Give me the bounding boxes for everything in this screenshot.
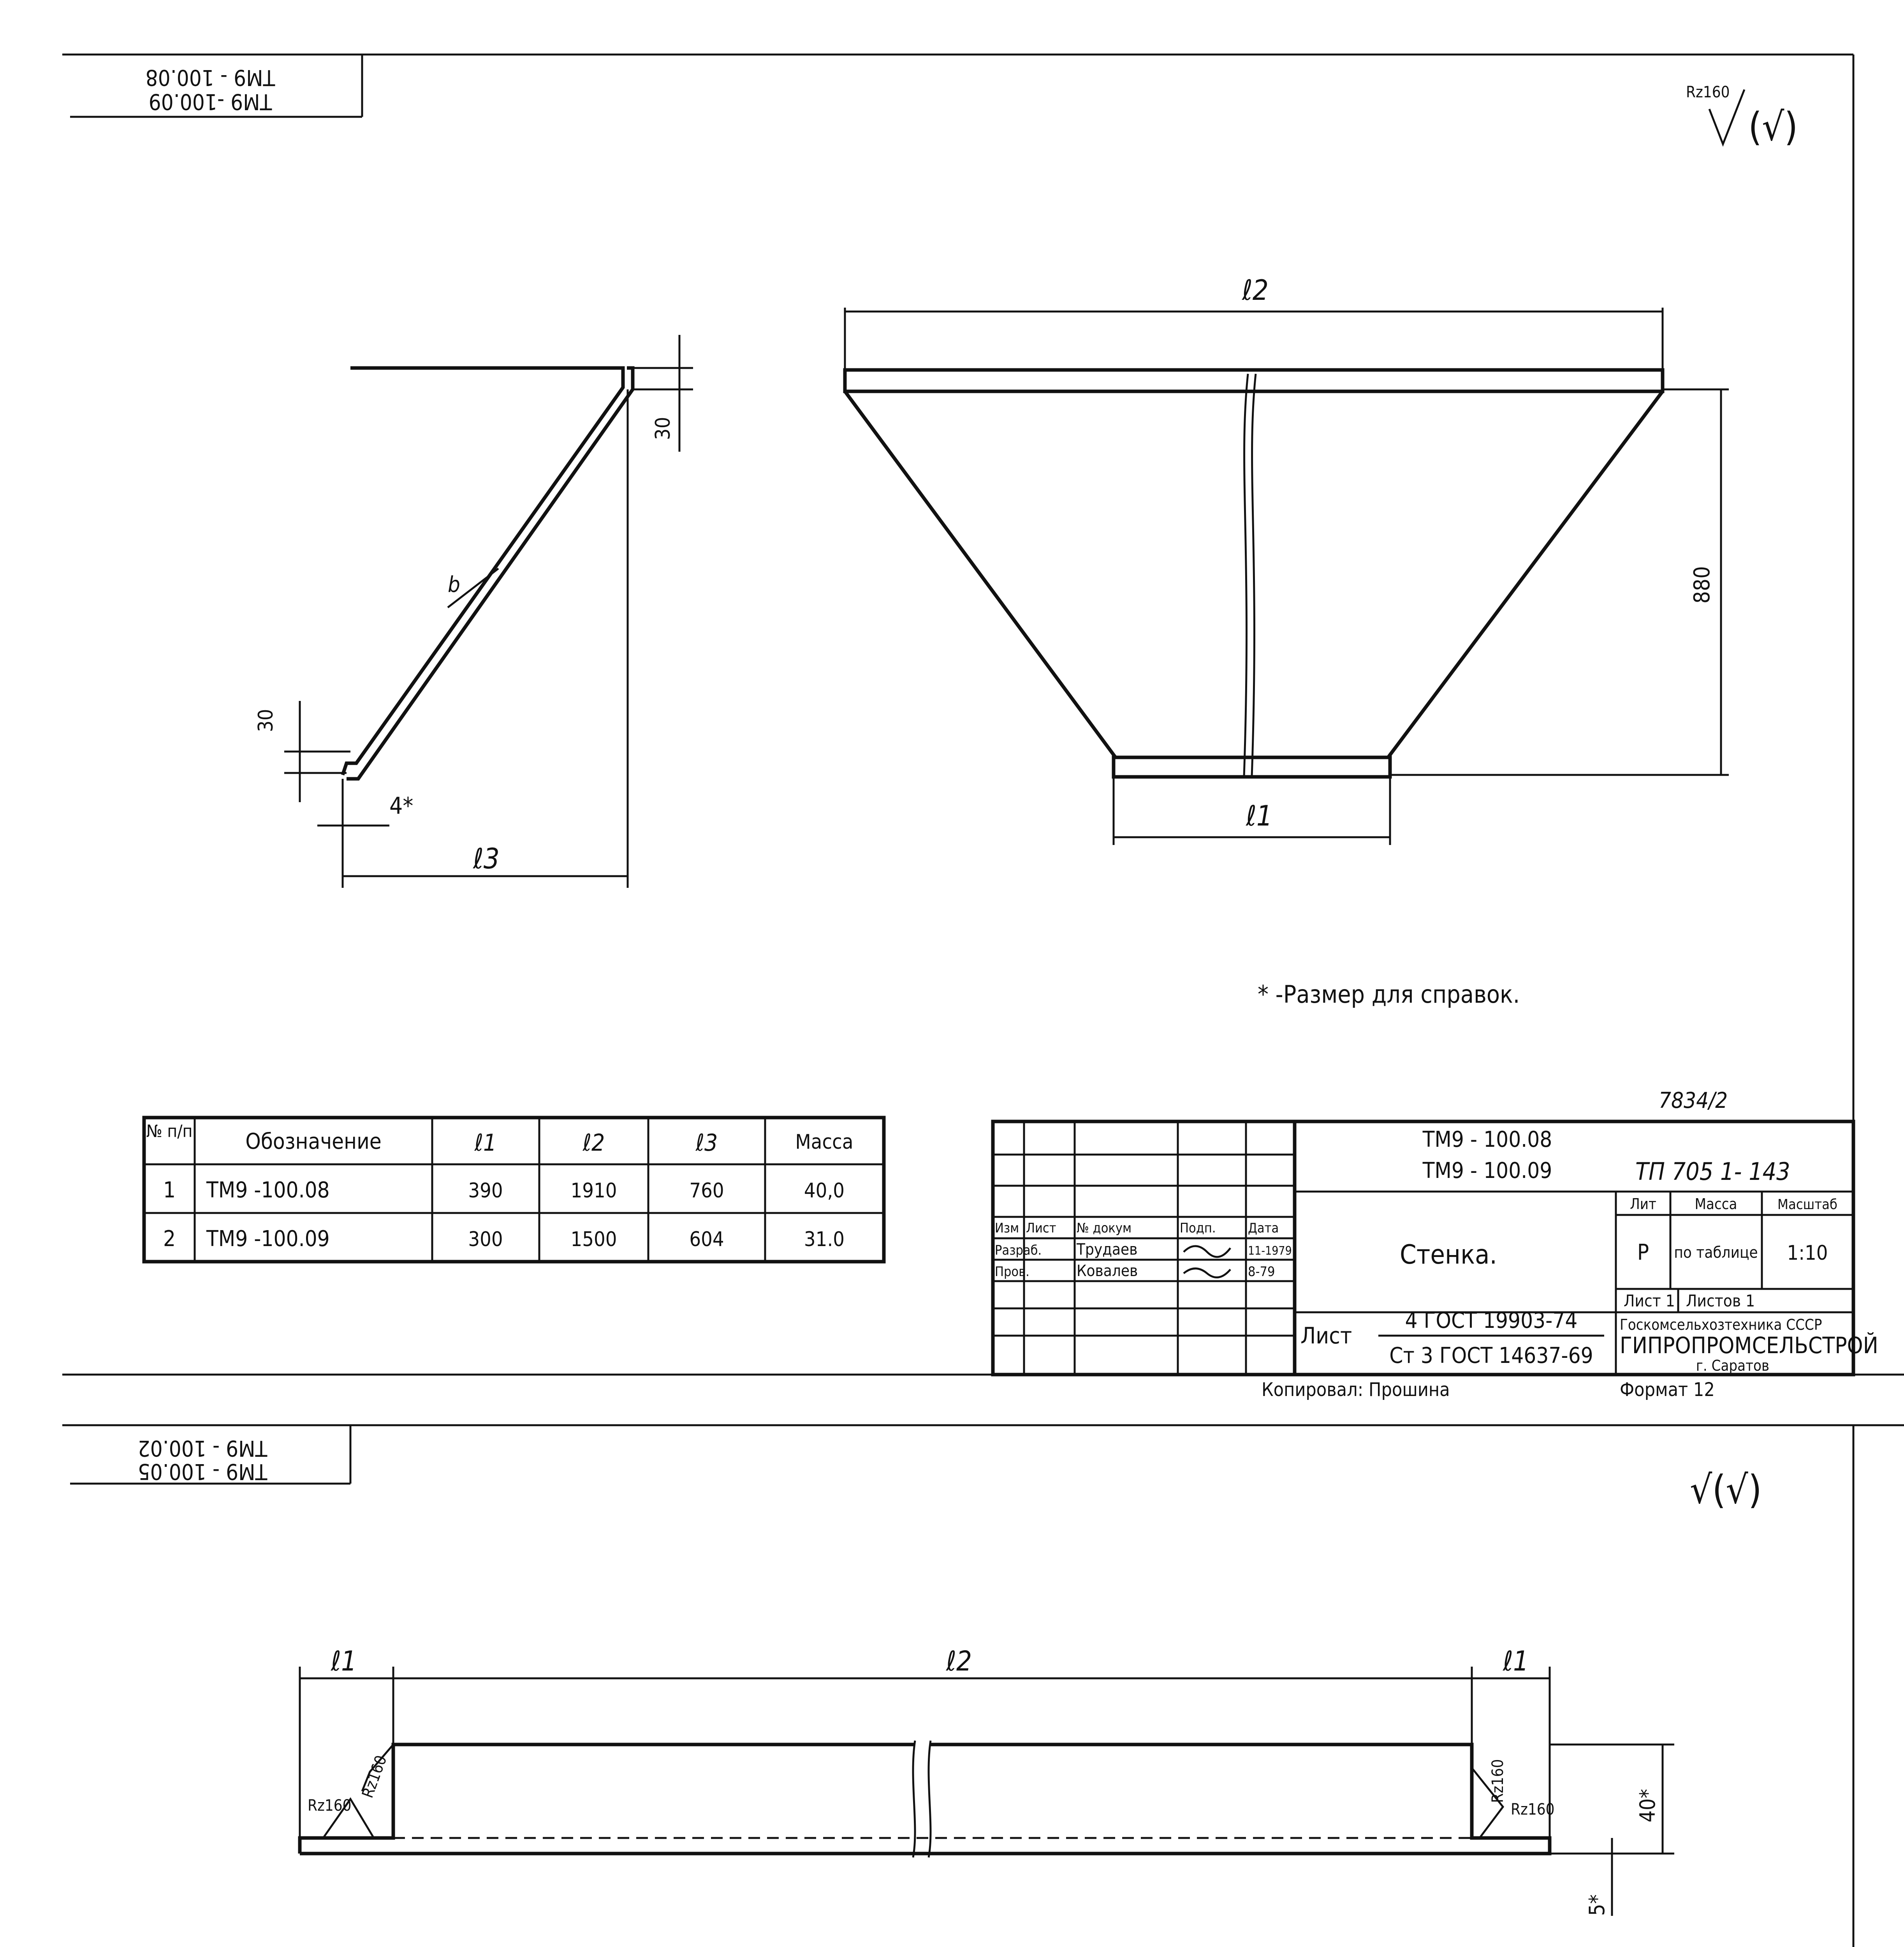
drawing-name: Стенка. bbox=[1400, 1239, 1497, 1270]
sheet-number: Лист 1 bbox=[1624, 1291, 1675, 1310]
sheet-1 bbox=[62, 55, 1878, 1401]
role-cell: Ковалев bbox=[1077, 1262, 1138, 1280]
dim-l1: ℓ1 bbox=[1246, 799, 1272, 832]
spec-table bbox=[144, 1118, 884, 1262]
roughness-mark bbox=[1686, 83, 1798, 150]
cell: 31.0 bbox=[804, 1228, 845, 1251]
dim-l2: ℓ2 bbox=[946, 1645, 972, 1677]
title-block bbox=[993, 1088, 1878, 1401]
material-prefix: Лист bbox=[1300, 1322, 1352, 1349]
cell: 1500 bbox=[570, 1228, 617, 1251]
org-line-3: г. Саратов bbox=[1696, 1357, 1770, 1374]
table-row bbox=[163, 1178, 845, 1203]
cell: 760 bbox=[689, 1179, 724, 1202]
cell: ТМ9 -100.08 bbox=[206, 1178, 330, 1203]
dim-l3: ℓ3 bbox=[473, 842, 500, 875]
corner-stamp-line-1: ТМ9 - 100.05 bbox=[137, 1459, 267, 1484]
corner-stamp-line-2: ТМ9 - 100.02 bbox=[137, 1435, 267, 1461]
role-cell: 11-1979 bbox=[1248, 1244, 1292, 1258]
cell: 300 bbox=[468, 1228, 503, 1251]
corner-stamp-line-2: ТМ9 - 100.08 bbox=[145, 65, 275, 90]
col-l3: ℓ3 bbox=[695, 1129, 718, 1157]
role-cell: Трудаев bbox=[1077, 1241, 1138, 1259]
dim-l1-right: ℓ1 bbox=[1503, 1645, 1529, 1677]
material-bottom: Ст 3 ГОСТ 14637-69 bbox=[1389, 1343, 1593, 1368]
cell: ТМ9 -100.09 bbox=[206, 1226, 330, 1252]
cell: 390 bbox=[468, 1179, 503, 1202]
signature bbox=[1184, 1246, 1230, 1257]
col-designation: Обозначение bbox=[245, 1129, 382, 1154]
role-cell: Дата bbox=[1248, 1220, 1279, 1236]
role-cell: № докум bbox=[1077, 1220, 1132, 1236]
copied-by: Копировал: Прошина bbox=[1262, 1379, 1450, 1401]
inventory-number: 7834/2 bbox=[1659, 1088, 1728, 1113]
dim-l1-left: ℓ1 bbox=[331, 1645, 357, 1677]
cell: 1910 bbox=[570, 1179, 617, 1202]
col-num: № п/п bbox=[146, 1121, 193, 1141]
col-mass: Масса bbox=[795, 1130, 853, 1154]
org-line-1: Госкомсельхозтехника СССР bbox=[1620, 1316, 1822, 1333]
dim-880: 880 bbox=[1689, 566, 1715, 604]
roughness-rz: Rz160 bbox=[1686, 83, 1730, 101]
rz-right-bottom: Rz160 bbox=[1511, 1801, 1555, 1818]
scale-header: Масштаб bbox=[1777, 1197, 1837, 1213]
role-cell: Лист bbox=[1026, 1220, 1056, 1236]
material-top: 4 ГОСТ 19903-74 bbox=[1405, 1308, 1578, 1333]
project-number: ТП 705 1- 143 bbox=[1635, 1157, 1790, 1186]
role-cell: Разраб. bbox=[995, 1243, 1042, 1258]
roles-table bbox=[995, 1220, 1292, 1280]
cell: 2 bbox=[163, 1226, 176, 1252]
format: Формат 12 bbox=[1620, 1379, 1715, 1401]
code-2: ТМ9 - 100.09 bbox=[1422, 1158, 1552, 1183]
reference-note: * -Размер для справок. bbox=[1258, 980, 1520, 1009]
mass-header: Масса bbox=[1695, 1195, 1737, 1213]
dim-30-top: 30 bbox=[651, 417, 675, 440]
roughness-sign: √(√) bbox=[1690, 1467, 1762, 1512]
role-cell: Подп. bbox=[1180, 1220, 1216, 1236]
plate-view bbox=[845, 274, 1729, 845]
org-line-2: ГИПРОПРОМСЕЛЬСТРОЙ bbox=[1620, 1332, 1878, 1359]
mass-value: по таблице bbox=[1674, 1244, 1758, 1262]
rz-right-top: Rz160 bbox=[1489, 1759, 1507, 1803]
dim-4: 4* bbox=[389, 792, 414, 820]
role-cell: Изм bbox=[995, 1220, 1019, 1236]
corner-stamp-line-1: ТМ9 -100.09 bbox=[148, 89, 272, 114]
sheet-count: Листов 1 bbox=[1686, 1291, 1755, 1310]
lit-value: Р bbox=[1637, 1240, 1649, 1265]
col-l1: ℓ1 bbox=[474, 1129, 497, 1157]
dim-bend: b bbox=[448, 572, 460, 597]
table-row bbox=[163, 1226, 845, 1252]
cell: 40,0 bbox=[804, 1179, 845, 1202]
corner-stamp bbox=[70, 1425, 350, 1484]
scale-value: 1:10 bbox=[1787, 1241, 1828, 1265]
corner-stamp bbox=[70, 55, 362, 117]
dim-30-bottom: 30 bbox=[254, 709, 278, 732]
cell: 1 bbox=[163, 1178, 176, 1203]
dim-l2: ℓ2 bbox=[1242, 274, 1269, 306]
dim-5: 5* bbox=[1585, 1894, 1609, 1916]
signature bbox=[1184, 1269, 1230, 1278]
side-view bbox=[254, 335, 693, 888]
role-cell: 8-79 bbox=[1248, 1264, 1275, 1280]
cell: 604 bbox=[689, 1228, 724, 1251]
channel-side-view bbox=[300, 1645, 1674, 1916]
rz-left-top: Rz160 bbox=[359, 1753, 391, 1801]
role-cell: Пров. bbox=[995, 1264, 1029, 1280]
lit-header: Лит bbox=[1630, 1195, 1656, 1213]
rz-left-bottom: Rz160 bbox=[308, 1797, 352, 1815]
roughness-sign: (√) bbox=[1748, 104, 1798, 150]
dim-40: 40* bbox=[1635, 1789, 1660, 1822]
code-1: ТМ9 - 100.08 bbox=[1422, 1127, 1552, 1152]
sheet-2 bbox=[70, 1425, 1856, 1947]
col-l2: ℓ2 bbox=[582, 1129, 605, 1157]
